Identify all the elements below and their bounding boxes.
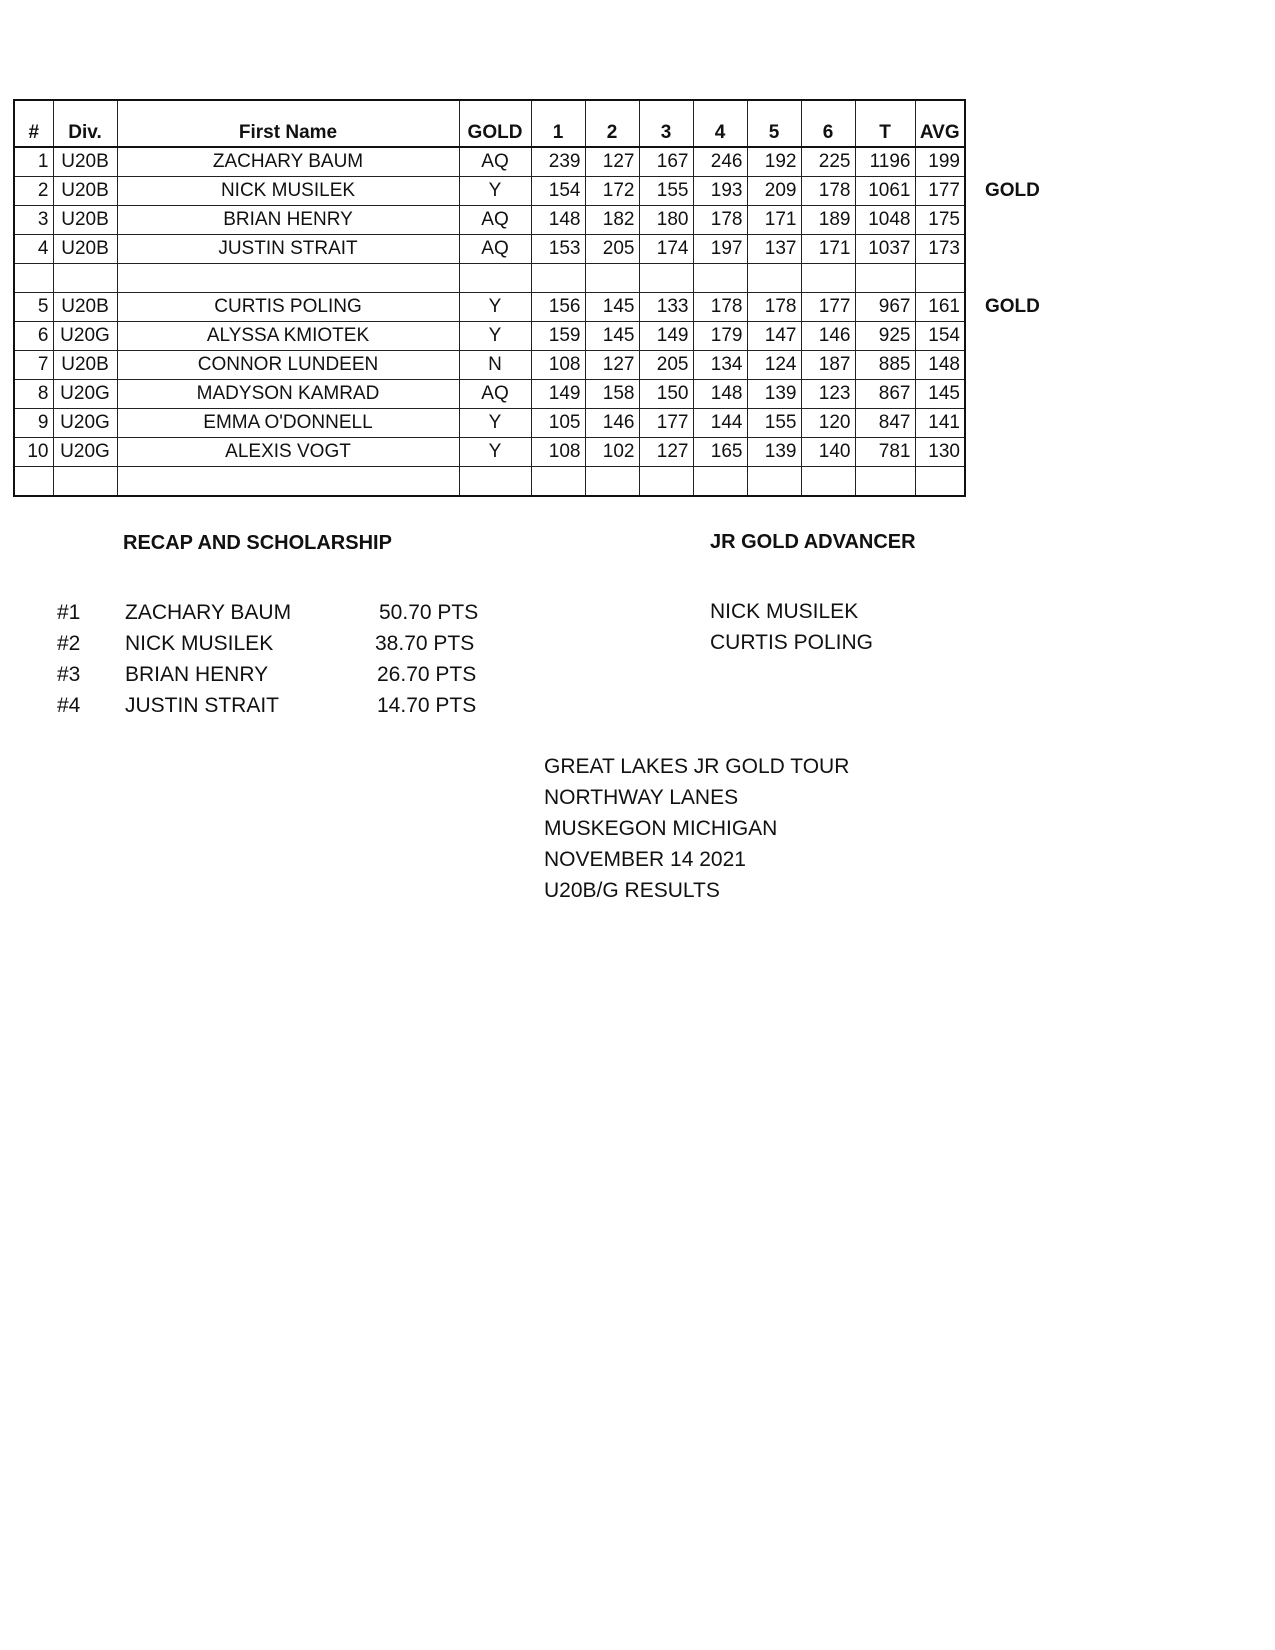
col-header-first-name: First Name <box>117 100 459 147</box>
cell-total: 1048 <box>855 206 915 235</box>
col-header-game-2: 2 <box>585 100 639 147</box>
empty-cell <box>801 467 855 497</box>
cell-div: U20G <box>53 380 117 409</box>
empty-cell <box>14 467 53 497</box>
empty-cell <box>693 467 747 497</box>
cell-game-6: 140 <box>801 438 855 467</box>
cell-total: 781 <box>855 438 915 467</box>
cell-gold: AQ <box>459 147 531 177</box>
cell-total: 885 <box>855 351 915 380</box>
cell-total: 1196 <box>855 147 915 177</box>
cell-gold: Y <box>459 409 531 438</box>
cell-game-3: 150 <box>639 380 693 409</box>
cell-game-1: 149 <box>531 380 585 409</box>
cell-game-4: 193 <box>693 177 747 206</box>
empty-cell <box>747 467 801 497</box>
recap-rank: #1 <box>57 601 81 624</box>
recap-points: 14.70 PTS <box>377 694 477 717</box>
cell-game-4: 148 <box>693 380 747 409</box>
cell-avg: 173 <box>915 235 965 264</box>
cell-total: 1061 <box>855 177 915 206</box>
recap-rank: #2 <box>57 632 81 655</box>
cell-avg: 141 <box>915 409 965 438</box>
cell-gold: Y <box>459 293 531 322</box>
recap-points: 38.70 PTS <box>375 632 475 655</box>
recap-points: 50.70 PTS <box>379 601 479 624</box>
advancer-name: CURTIS POLING <box>710 631 873 654</box>
col-header-game-4: 4 <box>693 100 747 147</box>
cell-game-3: 177 <box>639 409 693 438</box>
cell-avg: 148 <box>915 351 965 380</box>
cell-game-2: 127 <box>585 147 639 177</box>
empty-cell <box>855 264 915 293</box>
cell-game-6: 225 <box>801 147 855 177</box>
cell-avg: 199 <box>915 147 965 177</box>
table-header-row <box>14 100 965 147</box>
col-header-game-5: 5 <box>747 100 801 147</box>
empty-cell <box>459 264 531 293</box>
table-row-blank <box>14 264 965 293</box>
cell-game-1: 108 <box>531 438 585 467</box>
cell-game-5: 209 <box>747 177 801 206</box>
cell-game-2: 102 <box>585 438 639 467</box>
event-info <box>544 755 849 910</box>
cell-rank: 2 <box>14 177 53 206</box>
empty-cell <box>117 467 459 497</box>
recap-name: NICK MUSILEK <box>125 632 274 655</box>
cell-game-3: 127 <box>639 438 693 467</box>
empty-cell <box>585 467 639 497</box>
cell-game-2: 158 <box>585 380 639 409</box>
empty-cell <box>915 467 965 497</box>
gold-advancer-mark: GOLD <box>985 180 1040 201</box>
table-row <box>14 293 965 322</box>
recap-name: JUSTIN STRAIT <box>125 694 280 717</box>
results-table <box>13 99 966 497</box>
recap-row <box>57 694 517 725</box>
cell-div: U20G <box>53 322 117 351</box>
cell-gold: AQ <box>459 380 531 409</box>
recap-row <box>57 632 517 663</box>
cell-rank: 6 <box>14 322 53 351</box>
cell-game-1: 153 <box>531 235 585 264</box>
cell-name: ALYSSA KMIOTEK <box>117 322 459 351</box>
recap-list <box>57 601 517 725</box>
col-header-gold: GOLD <box>459 100 531 147</box>
recap-row <box>57 663 517 694</box>
table-row <box>14 147 965 177</box>
cell-gold: Y <box>459 177 531 206</box>
cell-game-5: 139 <box>747 438 801 467</box>
cell-game-6: 178 <box>801 177 855 206</box>
cell-rank: 10 <box>14 438 53 467</box>
cell-game-6: 177 <box>801 293 855 322</box>
cell-avg: 175 <box>915 206 965 235</box>
cell-game-5: 171 <box>747 206 801 235</box>
cell-rank: 4 <box>14 235 53 264</box>
cell-game-6: 171 <box>801 235 855 264</box>
cell-game-3: 133 <box>639 293 693 322</box>
cell-name: ZACHARY BAUM <box>117 147 459 177</box>
cell-name: CONNOR LUNDEEN <box>117 351 459 380</box>
cell-game-5: 124 <box>747 351 801 380</box>
cell-game-2: 182 <box>585 206 639 235</box>
cell-rank: 3 <box>14 206 53 235</box>
empty-cell <box>747 264 801 293</box>
table-body <box>14 147 965 496</box>
cell-total: 967 <box>855 293 915 322</box>
recap-row <box>57 601 517 632</box>
cell-game-4: 197 <box>693 235 747 264</box>
cell-div: U20G <box>53 438 117 467</box>
cell-gold: AQ <box>459 235 531 264</box>
cell-avg: 145 <box>915 380 965 409</box>
col-header-game-1: 1 <box>531 100 585 147</box>
cell-game-3: 174 <box>639 235 693 264</box>
cell-total: 847 <box>855 409 915 438</box>
cell-div: U20B <box>53 351 117 380</box>
cell-avg: 130 <box>915 438 965 467</box>
col-header-div: Div. <box>53 100 117 147</box>
cell-game-5: 139 <box>747 380 801 409</box>
empty-cell <box>459 467 531 497</box>
empty-cell <box>801 264 855 293</box>
table-row <box>14 409 965 438</box>
cell-name: BRIAN HENRY <box>117 206 459 235</box>
cell-game-2: 145 <box>585 293 639 322</box>
event-date: NOVEMBER 14 2021 <box>544 848 746 871</box>
advancer-heading: JR GOLD ADVANCER <box>710 531 916 553</box>
cell-gold: AQ <box>459 206 531 235</box>
cell-avg: 154 <box>915 322 965 351</box>
table-row <box>14 206 965 235</box>
cell-rank: 8 <box>14 380 53 409</box>
table-row <box>14 235 965 264</box>
empty-cell <box>693 264 747 293</box>
cell-rank: 1 <box>14 147 53 177</box>
cell-game-1: 108 <box>531 351 585 380</box>
cell-rank: 5 <box>14 293 53 322</box>
cell-game-4: 134 <box>693 351 747 380</box>
cell-game-4: 246 <box>693 147 747 177</box>
cell-game-2: 205 <box>585 235 639 264</box>
cell-game-5: 192 <box>747 147 801 177</box>
cell-game-4: 178 <box>693 293 747 322</box>
cell-name: CURTIS POLING <box>117 293 459 322</box>
cell-total: 925 <box>855 322 915 351</box>
cell-div: U20B <box>53 177 117 206</box>
cell-div: U20B <box>53 206 117 235</box>
cell-name: EMMA O'DONNELL <box>117 409 459 438</box>
cell-game-3: 149 <box>639 322 693 351</box>
empty-cell <box>639 467 693 497</box>
event-location: MUSKEGON MICHIGAN <box>544 817 778 840</box>
table-row <box>14 351 965 380</box>
recap-rank: #3 <box>57 663 81 686</box>
event-tour-name: GREAT LAKES JR GOLD TOUR <box>544 755 850 778</box>
cell-game-3: 167 <box>639 147 693 177</box>
cell-div: U20B <box>53 293 117 322</box>
col-header-game-3: 3 <box>639 100 693 147</box>
cell-gold: N <box>459 351 531 380</box>
col-header-total: T <box>855 100 915 147</box>
cell-avg: 177 <box>915 177 965 206</box>
cell-game-6: 146 <box>801 322 855 351</box>
cell-total: 1037 <box>855 235 915 264</box>
col-header-avg: AVG <box>915 100 965 147</box>
cell-game-6: 189 <box>801 206 855 235</box>
cell-name: ALEXIS VOGT <box>117 438 459 467</box>
cell-game-4: 144 <box>693 409 747 438</box>
table-row-blank <box>14 467 965 497</box>
cell-game-1: 148 <box>531 206 585 235</box>
empty-cell <box>585 264 639 293</box>
empty-cell <box>14 264 53 293</box>
cell-total: 867 <box>855 380 915 409</box>
cell-game-1: 154 <box>531 177 585 206</box>
recap-name: BRIAN HENRY <box>125 663 269 686</box>
table-row <box>14 438 965 467</box>
cell-game-1: 159 <box>531 322 585 351</box>
event-division-results: U20B/G RESULTS <box>544 879 720 902</box>
cell-rank: 9 <box>14 409 53 438</box>
advancer-name: NICK MUSILEK <box>710 600 859 623</box>
col-header-rank: # <box>14 100 53 147</box>
cell-game-2: 146 <box>585 409 639 438</box>
table-row <box>14 322 965 351</box>
cell-game-2: 172 <box>585 177 639 206</box>
cell-game-5: 178 <box>747 293 801 322</box>
table-row <box>14 177 965 206</box>
cell-game-6: 187 <box>801 351 855 380</box>
cell-game-1: 156 <box>531 293 585 322</box>
empty-cell <box>53 264 117 293</box>
cell-game-6: 120 <box>801 409 855 438</box>
cell-game-6: 123 <box>801 380 855 409</box>
cell-game-4: 165 <box>693 438 747 467</box>
cell-div: U20B <box>53 235 117 264</box>
cell-gold: Y <box>459 438 531 467</box>
recap-name: ZACHARY BAUM <box>125 601 292 624</box>
recap-points: 26.70 PTS <box>377 663 477 686</box>
cell-game-1: 105 <box>531 409 585 438</box>
cell-game-5: 147 <box>747 322 801 351</box>
cell-name: JUSTIN STRAIT <box>117 235 459 264</box>
cell-game-3: 180 <box>639 206 693 235</box>
gold-advancer-mark: GOLD <box>985 296 1040 317</box>
recap-rank: #4 <box>57 694 81 717</box>
cell-rank: 7 <box>14 351 53 380</box>
event-venue: NORTHWAY LANES <box>544 786 739 809</box>
recap-heading: RECAP AND SCHOLARSHIP <box>123 532 392 554</box>
empty-cell <box>53 467 117 497</box>
empty-cell <box>117 264 459 293</box>
empty-cell <box>531 467 585 497</box>
cell-game-5: 137 <box>747 235 801 264</box>
empty-cell <box>531 264 585 293</box>
cell-game-4: 179 <box>693 322 747 351</box>
cell-div: U20B <box>53 147 117 177</box>
empty-cell <box>855 467 915 497</box>
cell-game-2: 145 <box>585 322 639 351</box>
cell-game-2: 127 <box>585 351 639 380</box>
cell-avg: 161 <box>915 293 965 322</box>
empty-cell <box>639 264 693 293</box>
cell-name: MADYSON KAMRAD <box>117 380 459 409</box>
cell-game-3: 155 <box>639 177 693 206</box>
empty-cell <box>915 264 965 293</box>
cell-name: NICK MUSILEK <box>117 177 459 206</box>
cell-div: U20G <box>53 409 117 438</box>
cell-game-1: 239 <box>531 147 585 177</box>
cell-game-4: 178 <box>693 206 747 235</box>
cell-game-5: 155 <box>747 409 801 438</box>
table-row <box>14 380 965 409</box>
col-header-game-6: 6 <box>801 100 855 147</box>
cell-gold: Y <box>459 322 531 351</box>
cell-game-3: 205 <box>639 351 693 380</box>
advancer-list <box>710 600 873 662</box>
